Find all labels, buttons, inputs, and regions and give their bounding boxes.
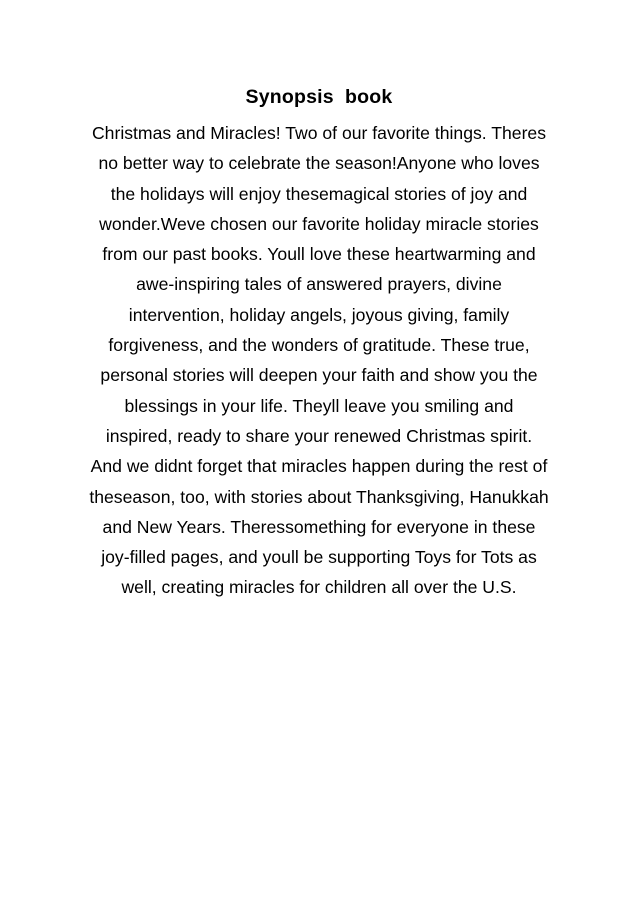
- text-line: the holidays will enjoy thesemagical stories of joy and: [110, 183, 528, 204]
- text-line: theseason, too, with stories about Thanksgiving, Hanukkah: [89, 486, 549, 507]
- text-line: personal stories will deepen your faith and show you the: [100, 365, 538, 386]
- page-title: Synopsis book: [245, 86, 393, 108]
- text-line: no better way to celebrate the season!Anyone who loves: [98, 153, 540, 174]
- text-line: forgiveness, and the wonders of gratitude. These true,: [108, 335, 530, 356]
- text-line: awe-inspiring tales of answered prayers, divine: [136, 274, 502, 295]
- text-line: wonder.Weve chosen our favorite holiday miracle stories: [99, 213, 539, 234]
- text-line: And we didnt forget that miracles happen during the rest of: [90, 456, 548, 477]
- text-line: intervention, holiday angels, joyous giving, family: [128, 304, 510, 325]
- text-line: from our past books. Youll love these heartwarming and: [102, 244, 536, 265]
- text-line: joy-filled pages, and youll be supporting Toys for Tots as: [101, 547, 537, 568]
- synopsis-paragraph: [0, 118, 638, 603]
- text-line: inspired, ready to share your renewed Christmas spirit.: [105, 425, 533, 446]
- text-line: blessings in your life. Theyll leave you smiling and: [124, 395, 514, 416]
- text-line: well, creating miracles for children all over the U.S.: [121, 577, 517, 598]
- text-line: Christmas and Miracles! Two of our favorite things. Theres: [91, 123, 547, 143]
- text-line: and New Years. Theressomething for everyone in these: [102, 516, 536, 537]
